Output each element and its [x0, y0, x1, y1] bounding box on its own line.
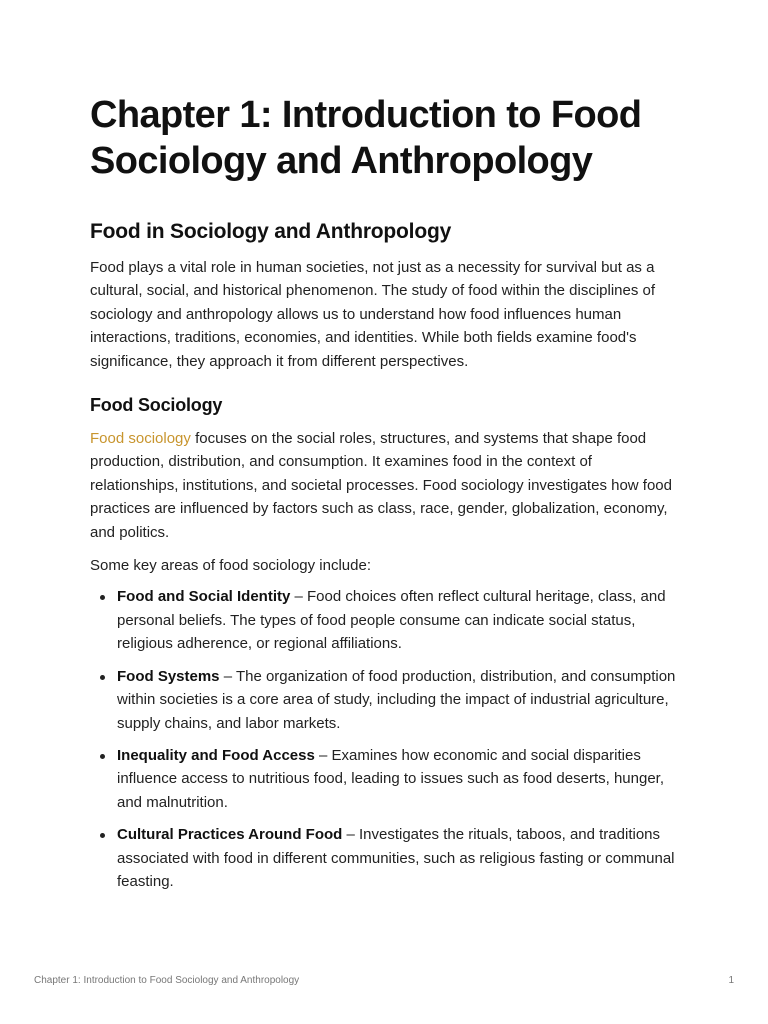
subsection-body-text: focuses on the social roles, structures, and systems that shape food production, distribution, and consumption. It examines food in the context of relationships, institutions, and societal processes. Food sociology investigates how food practices are influenced by factors such as class, race, gender, globalization, economy, and politics. — [90, 430, 672, 541]
list-item — [117, 585, 680, 655]
bullet-icon — [100, 833, 105, 838]
list-intro: Some key areas of food sociology include: — [90, 557, 371, 575]
list-item-term: Inequality and Food Access — [117, 746, 315, 764]
list-item-term: Food Systems — [117, 667, 220, 685]
list-item — [117, 665, 680, 735]
chapter-title: Chapter 1: Introduction to Food Sociology and Anthropology — [90, 94, 642, 182]
page-content — [90, 92, 680, 893]
list-item-text: – Food choices often reflect cultural heritage, class, and personal beliefs. The types of food people consume can indicate social status, religious adherence, or regional affiliations. — [117, 588, 666, 653]
list-item-term: Cultural Practices Around Food — [117, 826, 343, 844]
subsection-body-paragraph — [90, 427, 680, 544]
list-item-text: – Investigates the rituals, taboos, and traditions associated with food in different communities, such as religious fasting or communal feasting. — [117, 826, 675, 890]
key-areas-list — [90, 585, 680, 893]
bullet-icon — [100, 595, 105, 600]
list-item-term: Food and Social Identity — [117, 588, 291, 606]
bullet-icon — [100, 754, 105, 759]
section-heading: Food in Sociology and Anthropology — [90, 220, 452, 243]
list-item — [117, 823, 680, 893]
bullet-icon — [100, 675, 105, 680]
list-item-text: – The organization of food production, distribution, and consumption within societies is a core area of study, including the impact of industrial agriculture, supply chains, and labor markets. — [117, 667, 676, 732]
list-item — [117, 744, 680, 814]
subsection-heading: Food Sociology — [90, 395, 223, 416]
footer-page-number: 1 — [728, 975, 734, 986]
food-sociology-link[interactable]: Food sociology — [90, 430, 191, 448]
section-intro-paragraph: Food plays a vital role in human societies, not just as a necessity for survival but as a cultural, social, and historical phenomenon. The study of food within the disciplines of sociology and anthropology allows us to understand how food influences human interactions, traditions, economies, and identities. While both fields examine food's significance, they approach it from different perspectives. — [90, 259, 656, 370]
list-item-text: – Examines how economic and social disparities influence access to nutritious food, leading to issues such as food deserts, hunger, and malnutrition. — [117, 746, 665, 811]
footer-running-title: Chapter 1: Introduction to Food Sociology and Anthropology — [34, 975, 300, 986]
